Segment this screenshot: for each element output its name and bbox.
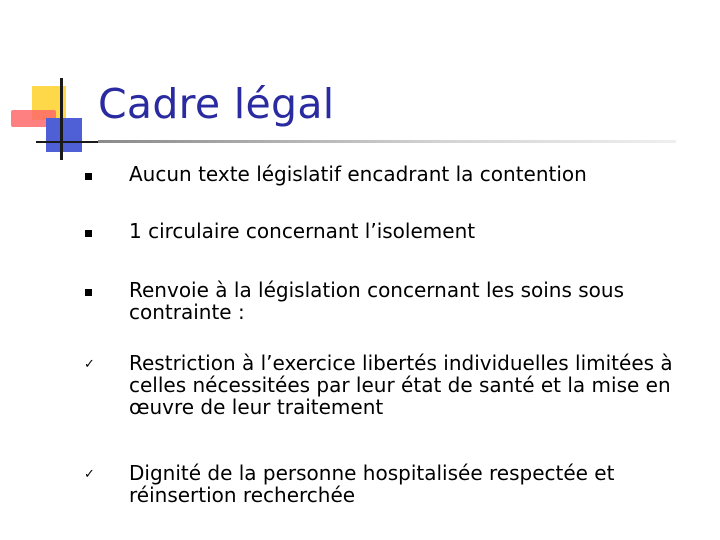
logo-blue-square	[46, 118, 82, 152]
bullet-text: 1 circulaire concernant l’isolement	[129, 219, 476, 243]
logo-horizontal-line	[36, 141, 98, 143]
bullet-text: Dignité de la personne hospitalisée respectée et réinsertion recherchée	[129, 461, 615, 507]
check-bullet-icon: ✓	[84, 467, 95, 482]
square-bullet-icon	[85, 289, 92, 296]
logo-vertical-line	[60, 78, 63, 160]
square-bullet-icon	[85, 230, 92, 237]
title-underline	[98, 140, 676, 143]
bullet-text: Aucun texte législatif encadrant la contention	[129, 162, 587, 186]
square-bullet-icon	[85, 173, 92, 180]
bullet-text: Renvoie à la législation concernant les soins sous contrainte :	[129, 278, 625, 324]
bullet-text: Restriction à l’exercice libertés individuelles limitées à celles nécessitées par leur état de santé et la mise en œuvre de leur traitement	[129, 351, 673, 419]
slide-title: Cadre légal	[98, 80, 335, 128]
check-bullet-icon: ✓	[84, 357, 95, 372]
